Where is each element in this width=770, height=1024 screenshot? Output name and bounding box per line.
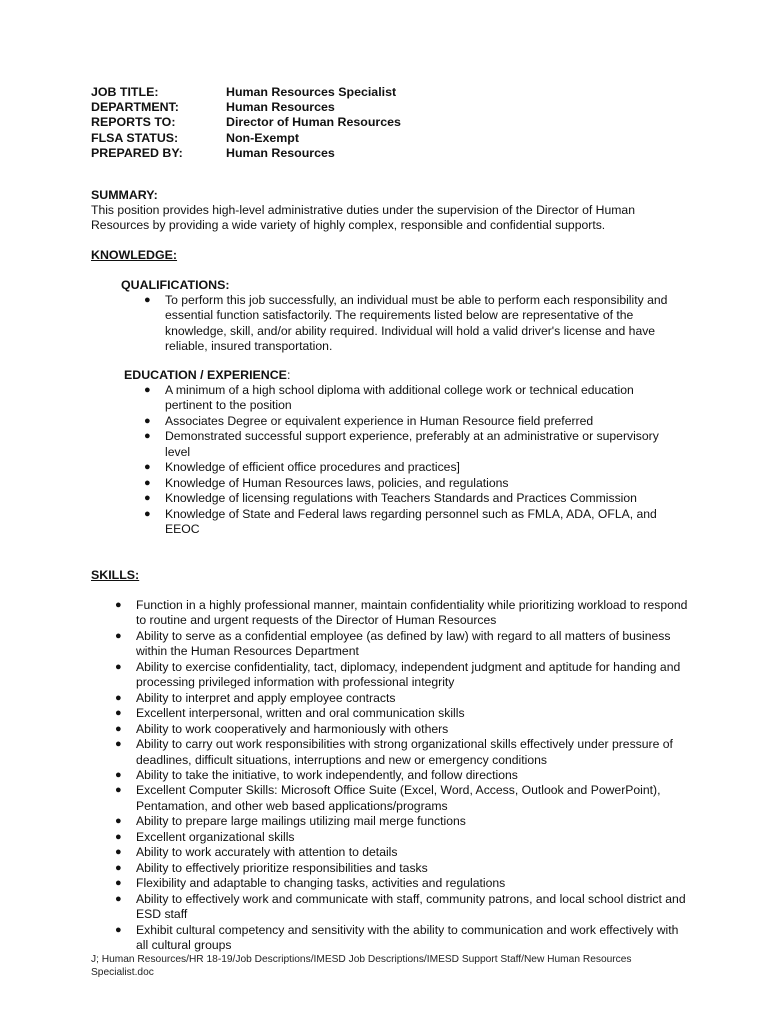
header-row [91, 131, 401, 146]
bullet-icon: ● [115, 722, 122, 735]
list-item [142, 383, 682, 414]
knowledge-heading: KNOWLEDGE: [91, 248, 178, 262]
education-heading [124, 368, 290, 383]
list-item-text: Ability to serve as a confidential employee (as defined by law) with regard to all matters of business within the Human Resources Department [136, 628, 671, 659]
list-item [142, 476, 682, 491]
education-heading-colon: : [286, 368, 291, 382]
list-item-text: A minimum of a high school diploma with additional college work or technical education pertinent to the position [165, 383, 634, 413]
bullet-icon: ● [144, 384, 151, 396]
list-item [113, 660, 693, 691]
job-title-label: JOB TITLE: [91, 85, 159, 99]
job-info-header [91, 85, 401, 161]
bullet-icon: ● [115, 861, 122, 874]
bullet-icon: ● [115, 768, 122, 781]
list-item [113, 737, 693, 768]
bullet-icon: ● [144, 414, 151, 427]
department-label: DEPARTMENT: [91, 100, 179, 115]
list-item-text: Function in a highly professional manner, maintain confidentiality while prioritizing workload to respond to routine and urgent requests of the Director of Human Resources [136, 598, 688, 628]
skills-bullets [113, 598, 693, 953]
bullet-icon: ● [115, 923, 122, 936]
list-item-text: Ability to effectively prioritize responsibilities and tasks [136, 860, 428, 875]
list-item [142, 460, 682, 475]
reports-to-label: REPORTS TO: [91, 115, 176, 130]
education-list [142, 383, 682, 538]
list-item [142, 491, 682, 506]
list-item [113, 814, 693, 829]
list-item [142, 293, 682, 355]
bullet-icon: ● [144, 507, 151, 520]
bullet-icon: ● [115, 629, 122, 642]
flsa-status-value: Non-Exempt [226, 130, 299, 145]
list-item-text: Flexibility and adaptable to changing tasks, activities and regulations [136, 876, 506, 891]
header-row [91, 85, 401, 100]
header-row [91, 146, 401, 161]
list-item [113, 691, 693, 706]
bullet-icon: ● [115, 830, 122, 843]
header-row [91, 115, 401, 130]
bullet-icon: ● [144, 461, 151, 474]
skills-heading: SKILLS: [91, 568, 140, 582]
list-item-text: Ability to carry out work responsibilities with strong organizational skills effectively under pressure of deadlines, difficult situations, interruptions and new or emergency conditions [136, 737, 673, 767]
list-item [113, 629, 693, 660]
reports-to-value: Director of Human Resources [226, 115, 401, 130]
prepared-by-label: PREPARED BY: [91, 145, 183, 160]
job-title-value: Human Resources Specialist [226, 85, 397, 99]
bullet-icon: ● [144, 430, 151, 443]
list-item-text: Ability to prepare large mailings utilizing mail merge functions [136, 814, 466, 829]
list-item [113, 598, 693, 629]
bullet-icon: ● [115, 846, 122, 859]
bullet-icon: ● [115, 691, 122, 704]
list-item-text: To perform this job successfully, an individual must be able to perform each responsibility and essential function satisfactorily. The requirements listed below are representative of the knowledge, skill, and/or ability required. Individual will hold a valid driver's license and have reliable, insured transportation. [165, 293, 668, 354]
list-item-text: Associates Degree or equivalent experience in Human Resource field preferred [165, 413, 594, 428]
list-item-text: Ability to work cooperatively and harmoniously with others [136, 721, 449, 736]
bullet-icon: ● [144, 294, 151, 306]
list-item [142, 507, 682, 538]
list-item [142, 414, 682, 429]
list-item [142, 429, 682, 460]
list-item-text: Ability to effectively work and communicate with staff, community patrons, and local school district and ESD staff [136, 891, 686, 922]
flsa-status-label: FLSA STATUS: [91, 130, 179, 145]
list-item [113, 722, 693, 737]
list-item [113, 923, 693, 954]
bullet-icon: ● [144, 492, 151, 505]
list-item [113, 768, 693, 783]
bullet-icon: ● [115, 738, 122, 751]
bullet-icon: ● [144, 476, 151, 489]
qualifications-heading: QUALIFICATIONS: [121, 278, 230, 292]
list-item [113, 876, 693, 891]
bullet-icon: ● [115, 815, 122, 828]
file-path-footer: J; Human Resources/HR 18-19/Job Descriptions/IMESD Job Descriptions/IMESD Support Staff/New Human Resources Specialist.doc [91, 954, 632, 978]
department-value: Human Resources [226, 100, 335, 115]
list-item-text: Ability to work accurately with attention to details [136, 845, 398, 860]
list-item [113, 783, 693, 814]
list-item-text: Knowledge of licensing regulations with Teachers Standards and Practices Commission [165, 491, 637, 506]
list-item-text: Knowledge of Human Resources laws, policies, and regulations [165, 475, 509, 490]
bullet-icon: ● [115, 877, 122, 890]
bullet-icon: ● [115, 599, 122, 611]
list-item-text: Knowledge of State and Federal laws regarding personnel such as FMLA, ADA, OFLA, and EEOC [165, 506, 657, 537]
list-item-text: Exhibit cultural competency and sensitivity with the ability to communication and work effectively with all cultural groups [136, 922, 679, 952]
list-item [113, 830, 693, 845]
list-item-text: Ability to exercise confidentiality, tact, diplomacy, independent judgment and aptitude for handing and processing privileged information with professional integrity [136, 659, 681, 690]
qualifications-list [142, 293, 682, 355]
prepared-by-value: Human Resources [226, 145, 335, 160]
list-item-text: Ability to interpret and apply employee contracts [136, 690, 396, 705]
bullet-icon: ● [115, 707, 122, 720]
list-item-text: Excellent Computer Skills: Microsoft Office Suite (Excel, Word, Access, Outlook and PowerPoint), Pentamation, and other web based applications/programs [136, 783, 661, 813]
list-item [113, 892, 693, 923]
bullet-icon: ● [115, 892, 122, 905]
list-item-text: Excellent interpersonal, written and oral communication skills [136, 706, 465, 721]
list-item-text: Knowledge of efficient office procedures and practices] [165, 460, 460, 475]
list-item [113, 845, 693, 860]
list-item-text: Demonstrated successful support experience, preferably at an administrative or supervisory level [165, 429, 659, 459]
education-heading-text: EDUCATION / EXPERIENCE [124, 368, 287, 382]
list-item [113, 706, 693, 721]
list-item-text: Excellent organizational skills [136, 829, 295, 844]
qualifications-bullets [142, 293, 682, 355]
bullet-icon: ● [115, 784, 122, 797]
bullet-icon: ● [115, 660, 122, 673]
summary-text: This position provides high-level administrative duties under the supervision of the Director of Human Resources by providing a wide variety of highly complex, responsible and confidential supports. [91, 203, 635, 233]
list-item [113, 861, 693, 876]
skills-list [113, 598, 693, 953]
education-bullets [142, 383, 682, 538]
summary-heading: SUMMARY: [91, 188, 158, 202]
list-item-text: Ability to take the initiative, to work independently, and follow directions [136, 767, 518, 782]
header-row [91, 100, 401, 115]
